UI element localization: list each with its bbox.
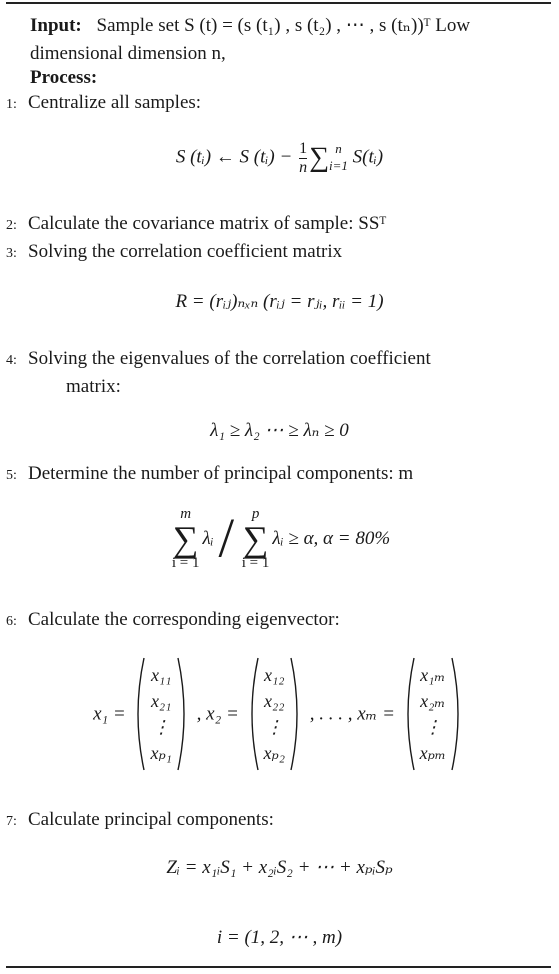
left-paren-icon: [244, 656, 260, 772]
eq4-term-1: λᵢ: [202, 528, 214, 550]
input-line: [30, 16, 470, 35]
eq1-denominator: n: [299, 158, 308, 176]
step-4: [6, 349, 431, 368]
input-text: Sample set S (t) = (s (t₁) , s (t₂) , ⋯ , s (tₙ))ᵀ Low: [96, 15, 471, 36]
right-paren-icon: [450, 656, 466, 772]
eq1-sum-bottom: i=1: [329, 158, 348, 174]
eq1-rhs: S(tᵢ): [352, 146, 384, 168]
step-text: Calculate principal components:: [28, 809, 274, 830]
vector-entry: x₂₂: [264, 691, 285, 711]
vector-entry: ⋮: [152, 717, 171, 737]
input-label: Input:: [30, 15, 82, 36]
step-text: Centralize all samples:: [28, 92, 202, 113]
vector-entry: ⋮: [423, 717, 442, 737]
equation-index-range: [0, 928, 559, 947]
eq1-lhs: S (tᵢ) ← S (tᵢ) −: [175, 146, 293, 168]
step-number: 1:: [6, 97, 17, 112]
top-rule: [6, 2, 551, 4]
eq4-sum-2: p ∑ i = 1: [241, 506, 270, 571]
equation-components: [0, 506, 559, 571]
equation-eigenvalues: λ₁ ≥ λ₂ ⋯ ≥ λₙ ≥ 0: [210, 420, 349, 441]
step-number: 2:: [6, 218, 17, 233]
step-number: 4:: [6, 353, 17, 368]
right-paren-icon: [176, 656, 192, 772]
eq5-x1-label: x₁ =: [93, 703, 126, 725]
eq4-slash: /: [218, 507, 235, 570]
step-6: [6, 610, 340, 629]
step-1: [6, 93, 201, 112]
sum-top: m: [180, 506, 192, 522]
sum-bottom: i = 1: [241, 554, 270, 571]
equation-centralize: S (tᵢ) ← S (tᵢ) − $\frac{1}{n}$ ∑ n i=1 S(tᵢ): [175, 140, 384, 176]
eq1-numerator: 1: [299, 140, 308, 157]
right-paren-icon: [289, 656, 305, 772]
vector-x2: [244, 656, 305, 772]
input-text-continued: dimensional dimension n,: [30, 43, 226, 64]
eq1-fraction: [299, 140, 307, 176]
step-number: 5:: [6, 468, 17, 483]
vector-entry: x₂₁: [150, 691, 172, 711]
step-text: Calculate the corresponding eigenvector:: [28, 609, 340, 630]
step-number: 6:: [6, 614, 17, 629]
vector-entry: x₂ₘ: [420, 691, 446, 711]
step-5: [6, 464, 413, 483]
vector-entry: xₚ₁: [150, 743, 172, 763]
step-text: Determine the number of principal components: m: [28, 463, 414, 484]
vector-entry: xₚ₂: [263, 743, 285, 763]
step-2: [6, 214, 386, 233]
equation-correlation: R = (rᵢⱼ)ₙₓₙ (rᵢⱼ = rⱼᵢ, rᵢᵢ = 1): [175, 291, 384, 312]
step-7: [6, 810, 274, 829]
equation-principal-components: Zᵢ = x₁ᵢS₁ + x₂ᵢS₂ + ⋯ + xₚᵢSₚ: [166, 857, 393, 878]
sum-top: p: [251, 506, 260, 522]
step-number: 3:: [6, 246, 17, 261]
left-paren-icon: [400, 656, 416, 772]
vector-x1: [130, 656, 191, 772]
eq7-text: i = (1, 2, ⋯ , m): [216, 927, 343, 948]
vector-entry: ⋮: [265, 717, 284, 737]
vector-entry: xₚₘ: [419, 743, 446, 763]
step-4-continued: matrix:: [66, 376, 121, 397]
vector-entry: x₁₂: [264, 665, 285, 685]
step-text: Solving the eigenvalues of the correlation coefficient: [28, 348, 431, 369]
step-text: Solving the correlation coefficient matrix: [28, 241, 343, 262]
process-label: Process:: [30, 67, 98, 88]
vector-xm: [400, 656, 466, 772]
sum-bottom: i = 1: [171, 554, 200, 571]
eq5-x2-label: , x₂ =: [196, 703, 239, 725]
vector-entry: x₁ₘ: [420, 665, 446, 685]
left-paren-icon: [130, 656, 146, 772]
step-number: 7:: [6, 814, 17, 829]
step-3: [6, 242, 342, 261]
vector-entry: x₁₁: [150, 665, 172, 685]
step-text: Calculate the covariance matrix of sample: SSᵀ: [28, 213, 387, 234]
eq1-sum-top: n: [335, 141, 342, 157]
equation-eigenvectors: [0, 656, 559, 772]
eq4-term-2: λᵢ ≥ α, α = 80%: [272, 528, 391, 550]
eq4-sum-1: m ∑ i = 1: [171, 506, 200, 571]
eq5-xm-label: , . . . , xₘ =: [309, 703, 395, 725]
bottom-rule: [6, 966, 551, 968]
